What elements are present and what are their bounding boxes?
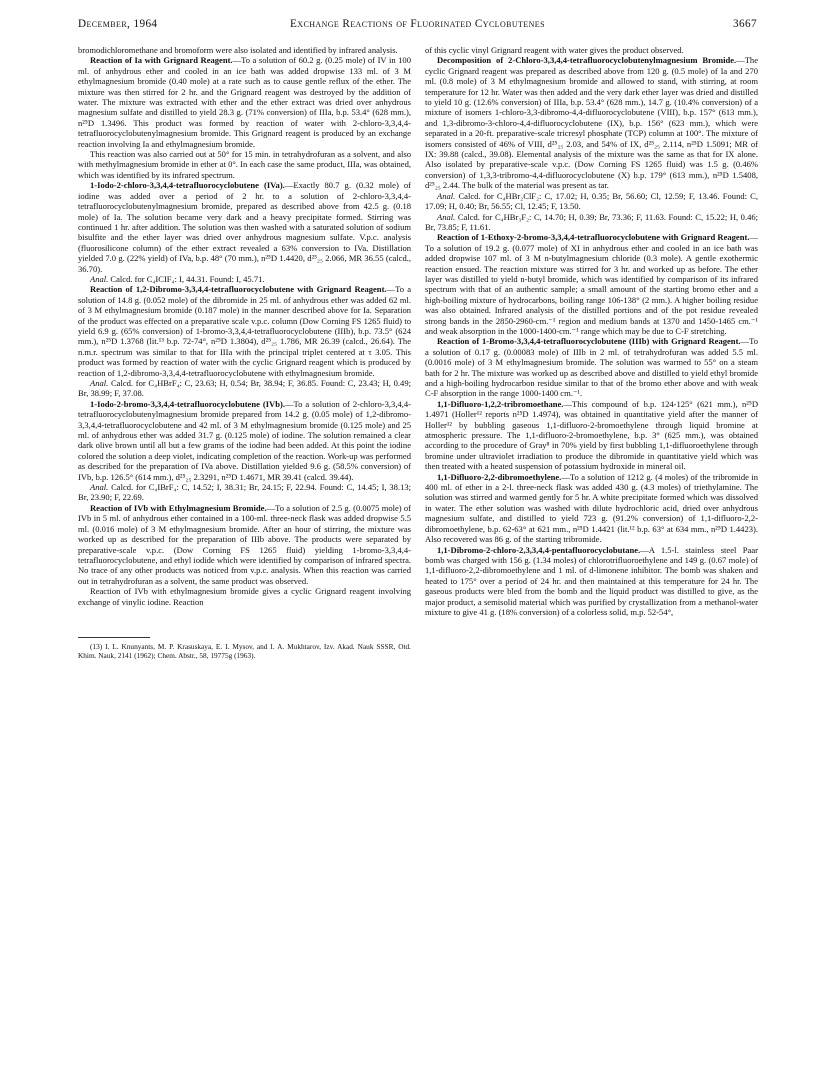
run-in-heading: Reaction of IVb with Ethylmagnesium Bromide. [90,502,267,513]
right-column [425,45,758,617]
paragraph [78,149,411,180]
paragraph-text: Calcd. for C₄HBr₂ClF₂: C, 17.02; H, 0.35; Br, 56.60; Cl, 12.59; F, 13.46. Found: C, 17.09; H, 0.40; Br, 56.55; Cl, 12.45; F, 13.50. [425,190,759,212]
header-title: Exchange Reactions of Fluorinated Cyclobutenes [290,18,545,30]
paragraph-text: Reaction of IVb with ethylmagnesium bromide gives a cyclic Grignard reagent involving exchange of vinylic iodine. Reaction [78,586,411,607]
header-date: December, 1964 [78,18,158,30]
footnote-rule [78,637,150,638]
paragraph [78,274,411,284]
paragraph [78,284,411,378]
analysis-label: Anal. [90,378,109,388]
paragraph [425,399,758,472]
footnote: (13) I. L. Knunyants, M. P. Krasuskaya, E. I. Mysov, and I. A. Mukhtarov, Izv. Akad. Nauk SSSR, Otd. Khim. Nauk, 2141 (1962); Chem. Abstr., 58, 19775g (1963). [78,641,411,660]
paragraph-text: of this cyclic vinyl Grignard reagent with water gives the product observed. [425,45,684,55]
paragraph-text: —To a solution of 2.5 g. (0.0075 mole) of IVb in 5 ml. of anhydrous ether contained in a 100-ml. three-neck flask was added dropwise 5.5 ml. (0.016 mole) of 3 M ethylmagnesium bromide. After an hour of stirring, the mixture was worked up as described for the preparation of IIIb above. The products were separated by preparative-scale v.p.c. (Dow Corning FS 1265 fluid) yielding 1-bromo-3,3,4,4-tetrafluorocyclobutene, and ethyl iodide which were identified by comparison of infrared spectra. No trace of any other products was noticed from v.p.c. analysis. When this reaction was carried out in tetrahydrofuran as a solvent, the same product was observed. [78,502,412,586]
paragraph-text: Calcd. for C₄HBrF₄: C, 23.63; H, 0.54; Br, 38.94; F, 36.85. Found: C, 23.43; H, 0.49; Br, 38.99; F, 37.08. [78,378,411,399]
run-in-heading: Reaction of 1-Ethoxy-2-bromo-3,3,4,4-tetrafluorocyclobutene with Grignard Reagent. [437,232,750,243]
paragraph-text: —A 1.5-l. stainless steel Paar bomb was charged with 156 g. (1.34 moles) of chlorotrifluoroethylene and 149 g. (0.67 mole) of 1,1-difluoro-2,2-dibromoethylene and 1 ml. of d-limonene inhibitor. The bomb was shaken and heated to 175° over a period of 24 hr. and then maintained at this temperature for 24 hr. The gaseous products were bled from the bomb and the liquid product was distilled to give, as the major product, a semisolid material which was purified by crystallization from a methanol-water mixture to give 41 g. (18% conversion) of a colorless solid, m.p. 52-54°, [425,544,758,617]
run-in-heading: 1-Iodo-2-bromo-3,3,4,4-tetrafluorocyclobutene (IVb). [90,398,285,409]
analysis-label: Anal. [437,211,456,222]
paragraph [78,399,411,482]
paragraph [425,472,758,545]
run-in-heading: Reaction of Ia with Grignard Reagent. [90,55,233,66]
paragraph [425,336,758,398]
paragraph [78,55,411,149]
paragraph [425,212,758,233]
analysis-label: Anal. [437,190,456,201]
analysis-label: Anal. [90,273,109,284]
paragraph-text: Calcd. for C₄HBr₃F₂: C, 14.70; H, 0.39; Br, 73.36; F, 11.63. Found: C, 15.22; H, 0.46; Br, 73.85; F, 11.61. [425,211,758,232]
paragraph [78,45,411,55]
paragraph-text: —This compound of b.p. 124-125° (621 mm.), n²⁵D 1.4971 (Holler¹² reports n²⁵D 1.4974), was obtained in quantitative yield after the manner of Holler¹² by bubbling gaseous 1,1-difluoro-2-bromoethylene through liquid bromine at atmospheric pressure. The 1,1-difluoro-2-bromoethylene, b.p. 3° (625 mm.), was obtained according to the procedure of Gray⁸ in 70% yield by first bubbling 1,1-difluoroethylene through bromine under ultraviolet irradiation to produce the dibromide in quantitative yield which was then treated with a heated suspension of potassium hydroxide in mineral oil. [425,398,758,472]
run-in-heading: Reaction of 1,2-Dibromo-3,3,4,4-tetrafluorocyclobutene with Grignard Reagent. [90,284,387,295]
paragraph [78,503,411,586]
paragraph [425,45,758,55]
run-in-heading: 1,1-Difluoro-1,2,2-tribromoethane. [437,398,564,409]
run-in-heading: 1-Iodo-2-chloro-3,3,4,4-tetrafluorocyclobutene (IVa). [90,180,285,191]
paragraph-text: —Exactly 80.7 g. (0.32 mole) of iodine was added over a period of 2 hr. to a solution of 2-chloro-3,3,4,4-tetrafluorocyclobutenylmagnesium bromide, prepared as described above from 42.5 g. (0.18 mole) of Ia. The solution became very dark and a heavy precipitate formed. Stirring was continued 1 hr. after addition. The solution was then washed with a saturated solution of sodium bisulfite and the ether layer was dried over anhydrous magnesium sulfate. V.p.c. analysis (fluorosilicone column) of the ether extract revealed a 63% conversion to IVa. Distillation yielded 7.0 g. (22% yield) of IVa, b.p. 48° (70 mm.), n²⁵D 1.4420, d²⁵₂₅ 2.066, MR 36.55 (calcd., 36.70). [78,180,411,274]
run-in-heading: 1,1-Dibromo-2-chloro-2,3,3,4,4-pentafluorocyclobutane. [437,544,641,555]
paragraph-text: —The cyclic Grignard reagent was prepared as described above from 120 g. (0.5 mole) of Ia and 270 ml. (0.8 mole) of 3 M ethylmagnesium bromide and allowed to stand, with stirring, at room temperature for 12 hr. Water was then added and the very dark ether layer was dried and distilled to yield 10 g. (12.6% conversion) of IIIa, b.p. 53.4° (628 mm.), 14.7 g. (10.4% conversion) of a mixture of isomers 1-chloro-3,3-dibromo-4,4-difluorocyclobutene (VIII), b.p. 157° (613 mm.), and 1,3-dibromo-3-chloro-4,4-difluorocyclobutene (IX), b.p. 156° (623 mm.), which were separated in a 20-ft. preparative-scale tricresyl phosphate (TCP) column at 100°. The mixture of isomers consisted of 46% of VIII, d²⁵₂₅ 2.03, and 54% of IX, d²⁵₂₅ 2.114, n²⁵D 1.5091; MR of IX: 39.88 (calcd., 39.08). Elemental analysis of the mixture was the same as that for IX alone. Also isolated by preparative-scale v.p.c. (Dow Corning FS 1265 fluid) was 1.5 g. (0.46% conversion) of 1,3,3-tribromo-4,4-difluorocyclobutene (X) b.p. 179° (613 mm.), n²⁵D 1.5408, d²⁵₂₅ 2.44. The bulk of the material was present as tar. [425,55,758,191]
paragraph [78,482,411,503]
paragraph-text: bromodichloromethane and bromoform were also isolated and identified by infrared analysis. [78,45,398,55]
paragraph-text: Calcd. for C₄IBrF₄: C, 14.52; I, 38.31; Br, 24.15; F, 22.94. Found: C, 14.45; I, 38.13; Br, 23.90; F, 22.69. [78,482,411,503]
paragraph-text: —To a solution of 1212 g. (4 moles) of the tribromide in 400 ml. of ether in a 2-l. three-neck flask was added 430 g. (4.3 moles) of triethylamine. The solution was stirred and warmed gently for 5 hr. A white precipitate formed which was dissolved in water. The ether solution was washed with dilute hydrochloric acid, dried over anhydrous magnesium sulfate, and distilled to yield 723 g. (91.2% conversion) of 1,1-difluoro-2,2-dibromoethylene, b.p. 62-63° at 621 mm., n²⁵D 1.4421 (lit.¹² b.p. 63° at 634 mm., n²⁵D 1.4423). Also recovered was 86 g. of the starting tribromide. [425,471,758,545]
running-header [78,18,757,34]
paragraph-text: —To a solution of 19.2 g. (0.077 mole) of XI in anhydrous ether and cooled in an ice bath was added dropwise 107 ml. of 3 M n-butylmagnesium chloride (0.3 mole). A gentle exothermic reaction ensued. The reaction mixture was stirred for 3 hr. and worked up as before. The ether layer was distilled to yield n-butyl bromide, which was identified by comparison of its infrared spectrum with that of an authentic sample; a small amount of the starting bromo ether and a high-boiling mixture of hydrocarbons, boiling range 106-138° (2 mm.). A higher boiling residue was also obtained. Infrared analysis of the distilled portions and of the pot residue revealed strong bands in the 2850-2960-cm.⁻¹ region and medium bands at 1370 and 1450-1465 cm.⁻¹ and weak absorption in the 1000-1400-cm.⁻¹ range which may be due to C-F stretching. [425,232,758,336]
paragraph [425,232,758,336]
run-in-heading: Decomposition of 2-Chloro-3,3,4,4-tetrafluorocyclobutenylmagnesium Bromide. [437,55,737,66]
paragraph-text: Calcd. for C₄ICIF₄: I, 44.31. Found: I, 45.71. [110,273,265,284]
paragraph [78,378,411,399]
paragraph-text: —To a solution of 2-chloro-3,3,4,4-tetrafluorocyclobutenylmagnesium bromide prepared from 14.2 g. (0.05 mole) of 1,2-dibromo-3,3,4,4-tetrafluorocyclobutene and 42 ml. of 3 M ethylmagnesium bromide (0.125 mole) and 25 ml. of anhydrous ether was added 31.7 g. (0.125 mole) of iodine. The solution remained a clear dark olive brown until all but a few grams of the iodine had been added. At this point the iodine colored the solution a deep violet, indicating completion of the reaction. Work-up was performed as described for the preparation of IVa above. Distillation yielded 9.6 g. (58.5% conversion) of IVb, b.p. 126.5° (614 mm.), d²⁵₂₅ 2.3291, n²⁵D 1.4671, MR 39.41 (calcd. 39.44). [78,398,411,482]
paragraph [425,545,758,618]
analysis-label: Anal. [90,482,109,493]
paragraph [425,55,758,190]
left-column [78,45,411,661]
run-in-heading: 1,1-Difluoro-2,2-dibromoethylene. [437,471,562,482]
paragraph-text: —To a solution of 14.8 g. (0.052 mole) of the dibromide in 25 ml. of anhydrous ether was added 62 ml. of 3 M ethylmagnesium bromide (0.187 mole) in the manner described above for Ia. Separation of the product was effected on a preparative scale v.p.c. column (Dow Corning FS 1265 fluid) to yield 6.9 g. (65% conversion) of 1-bromo-3,3,4,4-tetrafluorocyclobutene (IIIb), b.p. 73.5° (624 mm.), n²⁵D 1.3768 (lit.¹³ b.p. 72-74°, n²⁵D 1.3804), d²⁵₂₅ 1.786, MR 26.39 (calcd., 26.64). The n.m.r. spectrum was similar to that for IIIa with the principal triplet centered at τ 3.05. This product was formed by reaction of water with the cyclic Grignard reagent which is produced by reaction of 1,2-dibromo-3,3,4,4-tetrafluorocyclobutene with ethylmagnesium bromide. [78,284,411,378]
paragraph-text: —To a solution of 60.2 g. (0.25 mole) of IV in 100 ml. of anhydrous ether and cooled in an ice bath was added dropwise 133 ml. of 3 M ethylmagnesium bromide (0.40 mole) at a rate such as to cause gentle reflux of the ether. The mixture was then stirred for 2 hr. and the Grignard reagent was destroyed by the addition of water. The mixture was extracted with ether and the ether extract was dried over anhydrous magnesium sulfate and distilled to yield 28.3 g. (71% conversion) of IIIa, b.p. 53.4° (628 mm.), n²⁵D 1.3496. This product was formed by reaction of water with 2-chloro-3,3,4,4-tetrafluorocyclobutenylmagnesium bromide. This Grignard reagent is produced by an exchange reaction involving Ia and ethylmagnesium bromide. [78,55,411,149]
header-page-number: 3667 [733,18,757,30]
paragraph [78,180,411,274]
paragraph [425,191,758,212]
run-in-heading: Reaction of 1-Bromo-3,3,4,4-tetrafluorocyclobutene (IIIb) with Grignard Reagent. [437,336,741,347]
paragraph-text: —To a solution of 0.17 g. (0.00083 mole) of IIIb in 2 ml. of tetrahydrofuran was added 5.5 ml. (0.0016 mole) of 3 M ethylmagnesium bromide. The solution was warmed to 55° on a steam bath for 2 hr. The mixture was worked up as described above and distilled to yield ethyl bromide and a high-boiling hydrocarbon residue similar to that of the bromo ether above and with weak C-F absorption in the range 1000-1400 cm.⁻¹. [425,336,758,399]
paragraph [78,586,411,607]
paragraph-text: This reaction was also carried out at 50° for 15 min. in tetrahydrofuran as a solvent, and also with methylmagnesium bromide in ether at 0°. In each case the same product, IIIa, was obtained, which was identified by its infrared spectrum. [78,149,411,180]
